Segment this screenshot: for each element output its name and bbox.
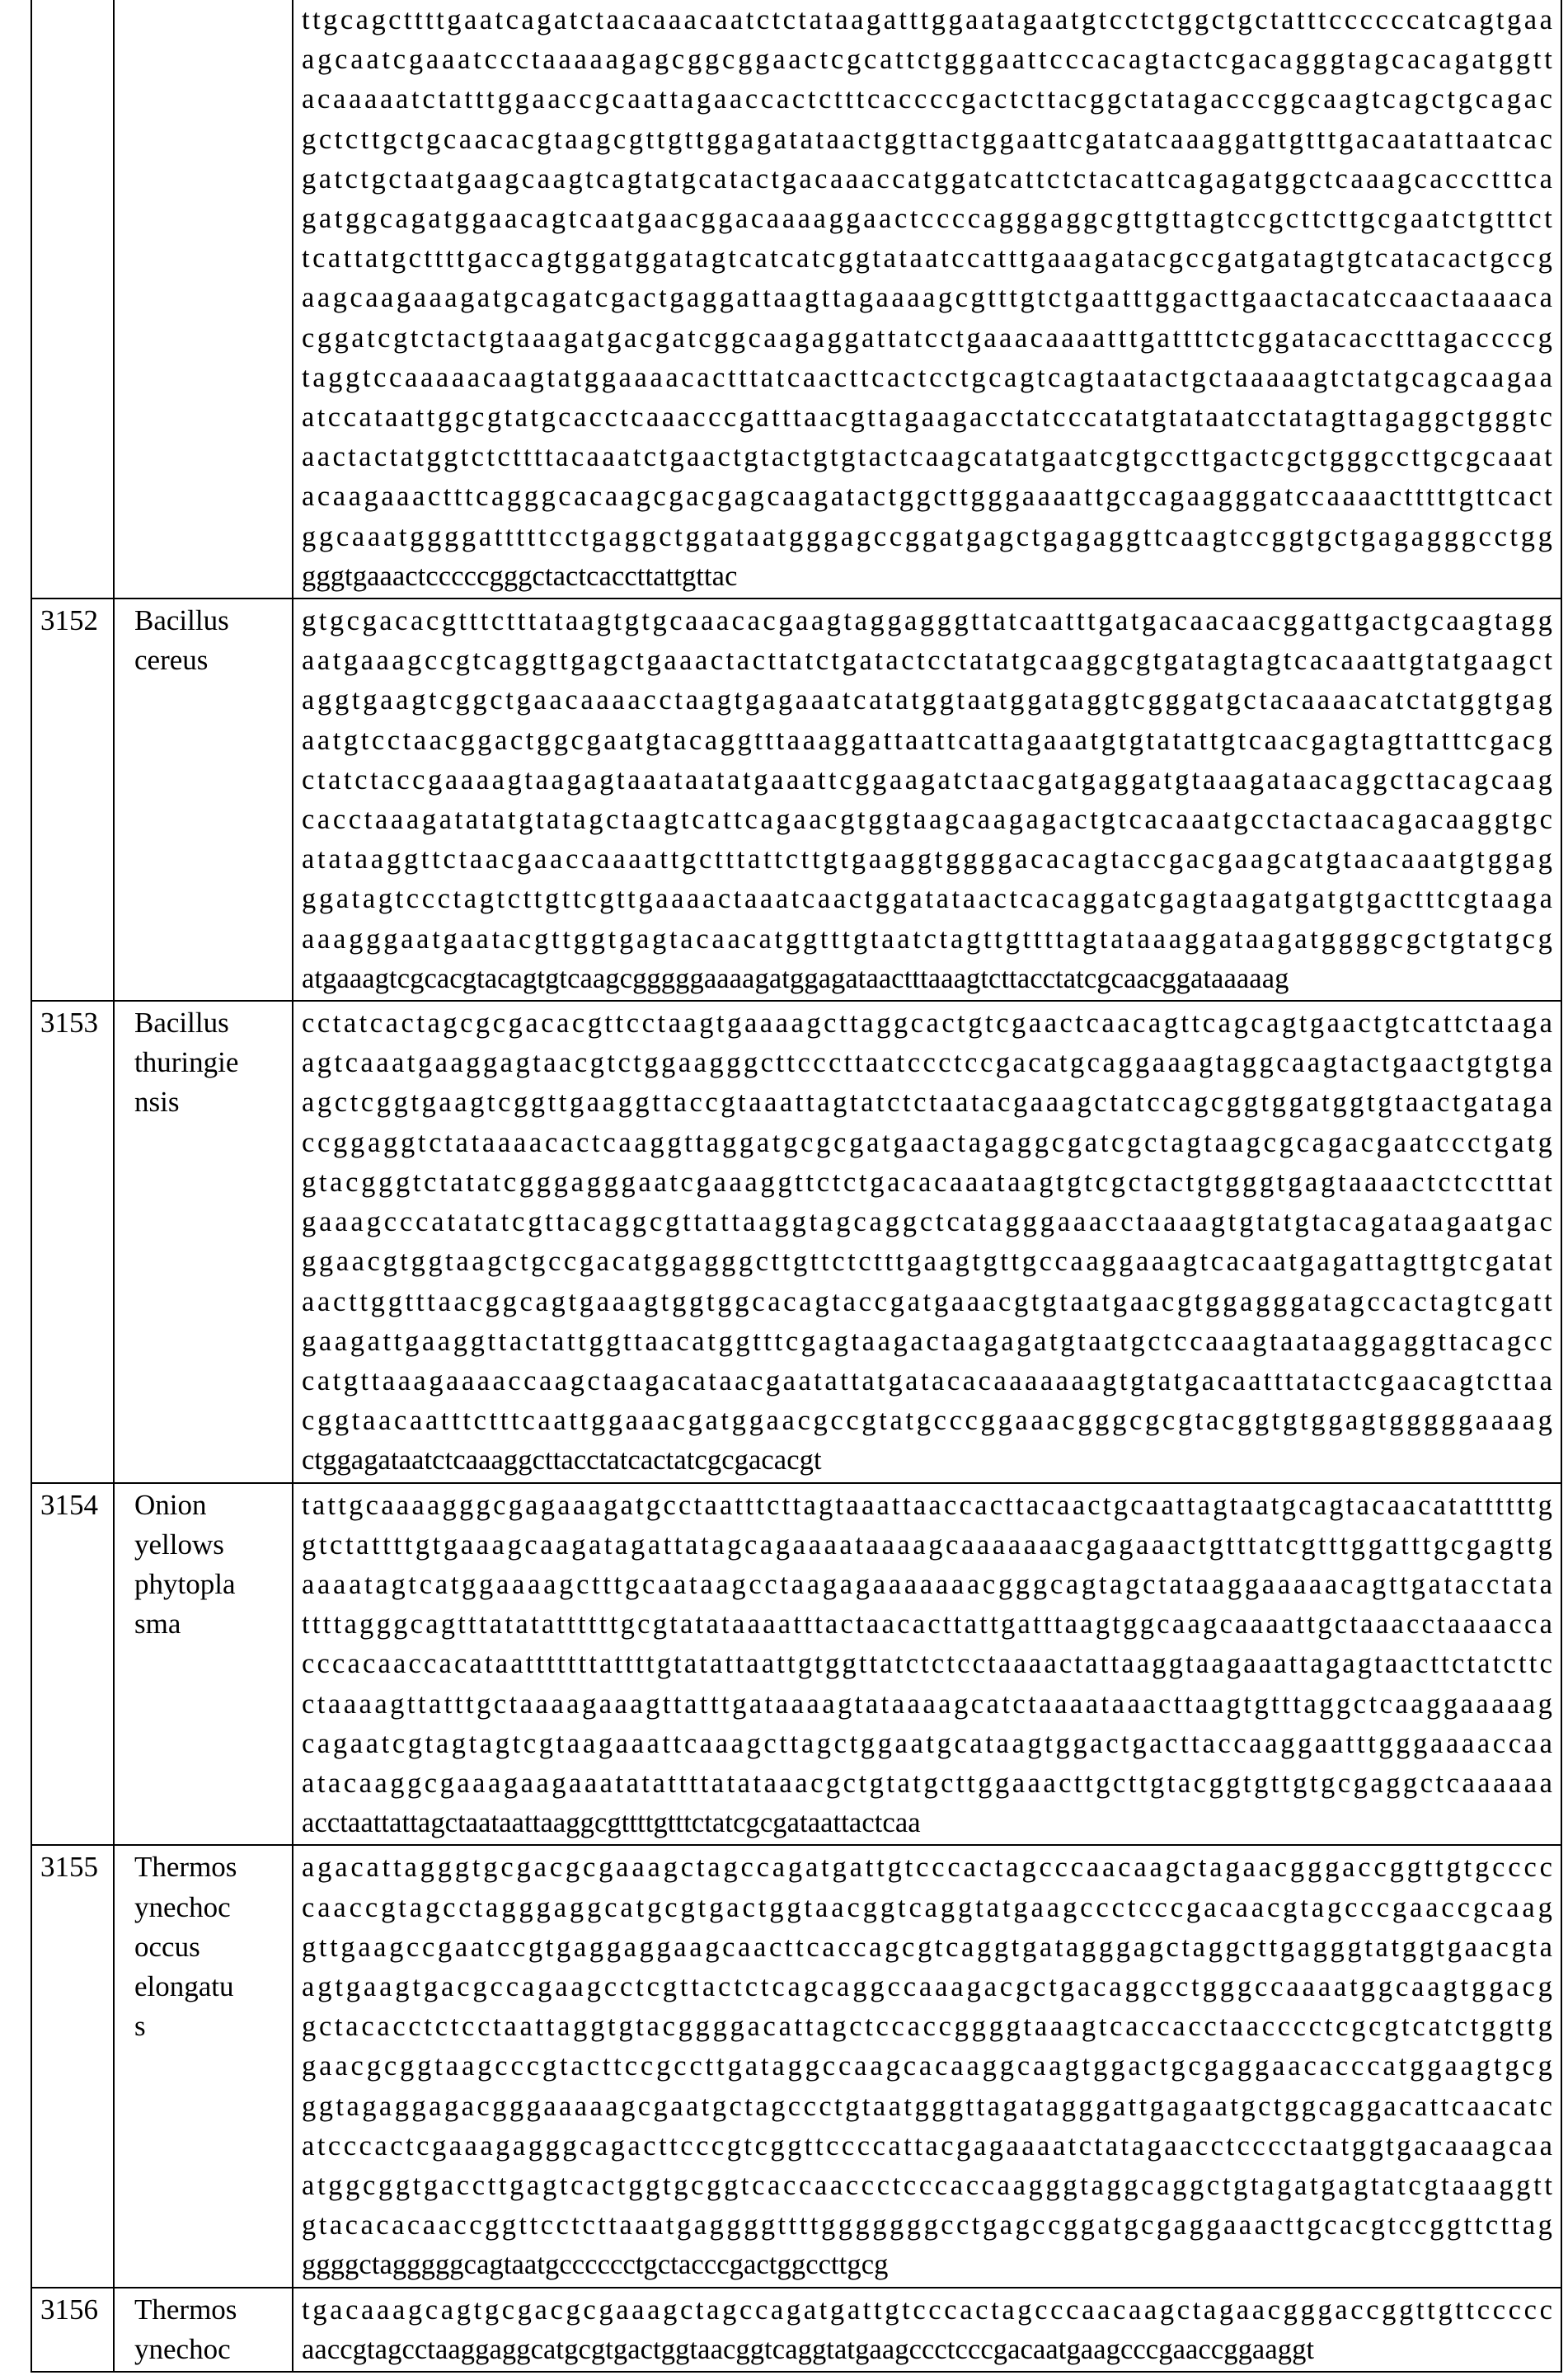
organism-name-line: Bacillus [134, 1003, 292, 1043]
nucleotide-sequence [293, 1483, 1561, 1846]
sequence-line: atccataattggcgtatgcacctcaaacccgatttaacgttagaagacctatcccatatgtataatcctatagttagaggctgggtc [302, 397, 1552, 437]
sequence-line: ctaaaagttatttgctaaaagaaagttatttgataaaagtataaaagcatctaaaataaacttaagtgtttaggctcaaggaaaaag [302, 1684, 1552, 1724]
organism-name-line: elongatu [134, 1967, 292, 2007]
sequence-line: gttgaagccgaatccgtgaggaggaagcaacttcaccagcgtcaggtgatagggagctaggcttgagggtatggtgaacgta [302, 1927, 1552, 1967]
sequence-line: atacaaggcgaaagaagaaatatattttatataaacgctgtatgcttggaaacttgcttgtacggtgttgtgcgaggctcaaaaaa [302, 1763, 1552, 1803]
sequence-line: agtcaaatgaaggagtaacgtctggaagggcttcccttaatccctccgacatgcaggaaagtaggcaagtactgaactgtgtga [302, 1043, 1552, 1082]
sequence-table-body [31, 0, 1561, 2372]
sequence-id [31, 0, 114, 599]
organism-name [114, 2288, 293, 2372]
sequence-id: 3153 [31, 1001, 114, 1482]
sequence-line: aacttggtttaacggcagtgaaagtggtggcacagtaccgatgaaacgtgtaatgaacgtggagggatagccactagtcgatt [302, 1282, 1552, 1321]
sequence-id: 3154 [31, 1483, 114, 1846]
sequence-line: acctaattattagctaataattaaggcgttttgtttctatcgcgataattactcaa [302, 1803, 1552, 1843]
sequence-line: aaaatagtcatggaaaagctttgcaataagcctaagagaaaaaaacgggcagtagctataaggaaaaacagttgatacctata [302, 1565, 1552, 1604]
sequence-line: atggcggtgaccttgagtcactggtgcggtcaccaaccctcccaccaagggtaggcaggctgtagatgagtatcgtaaaggtt [302, 2166, 1552, 2205]
sequence-line: atataaggttctaacgaaccaaaattgctttattcttgtgaaggtggggacacagtaccgacgaagcatgtaacaaatgtggag [302, 839, 1552, 879]
sequence-line: aggtgaagtcggctgaacaaaacctaagtgagaaatcatatggtaatggataggtcgggatgctacaaaacatctatggtgag [302, 680, 1552, 720]
nucleotide-sequence [293, 1001, 1561, 1482]
table-row [31, 599, 1561, 1001]
organism-name [114, 599, 293, 1001]
sequence-line: cacctaaagatatatgtatagctaagtcattcagaacgtggtaagcaagagactgtcacaaatgcctactaacagacaaggtgc [302, 800, 1552, 839]
sequence-line: gtgcgacacgtttctttataagtgtgcaaacacgaagtaggagggttatcaatttgatgacaacaacggattgactgcaagtagg [302, 601, 1552, 641]
sequence-line: gatggcagatggaacagtcaatgaacggacaaaaggaactccccagggaggcgttgttagtccgcttcttgcgaatctgtttct [302, 199, 1552, 238]
sequence-line: ctggagataatctcaaaggcttacctatcactatcgcgacacgt [302, 1440, 1552, 1480]
sequence-line: gctacacctctcctaattaggtgtacggggacattagctccaccggggtaaagtcaccacctaacccctcgcgtcatctggttg [302, 2007, 1552, 2046]
organism-name-line: Bacillus [134, 601, 292, 641]
sequence-line: ggtagaggagacgggaaaaagcgaatgctagccctgtaatgggttagatagggattgagaatgctggcaggacattcaacatc [302, 2087, 1552, 2126]
sequence-line: aatgtcctaacggactggcgaatgtacaggtttaaaggattaattcattagaaatgtgtatattgtcaacgagtagttatttcgacg [302, 721, 1552, 760]
sequence-line: ggatagtccctagtcttgttcgttgaaaactaaatcaactggatataactcacaggatcgagtaagatgatgtgactttcgtaaga [302, 879, 1552, 918]
organism-name-line: cereus [134, 641, 292, 680]
organism-name-line: ynechoc [134, 1888, 292, 1927]
sequence-id: 3155 [31, 1845, 114, 2287]
table-row [31, 2288, 1561, 2372]
nucleotide-sequence [293, 2288, 1561, 2372]
sequence-line: ggggctagggggcagtaatgcccccctgctacccgactggccttgcg [302, 2245, 1552, 2284]
organism-name [114, 1001, 293, 1482]
table-row [31, 0, 1561, 599]
sequence-line: gtctattttgtgaaagcaagatagattatagcagaaaataaaagcaaaaaaacgagaaactgtttatcgtttggatttgcgagttg [302, 1525, 1552, 1565]
sequence-line: ttttagggcagtttatatattttttgcgtatataaaatttactaacacttattgatttaagtggcaagcaaaattgctaaacctaaaacca [302, 1604, 1552, 1644]
nucleotide-sequence [293, 599, 1561, 1001]
sequence-line: gaaagcccatatatcgttacaggcgttattaaggtagcaggctcatagggaaacctaaaagtgtatgtacagataagaatgac [302, 1202, 1552, 1242]
sequence-line: gggtgaaactcccccgggctactcaccttattgttac [302, 556, 1552, 596]
sequence-line: gctcttgctgcaacacgtaagcgttgttggagatataactggttactggaattcgatatcaaaggattgtttgacaatattaatcac [302, 120, 1552, 159]
sequence-line: gtacacacaaccggttcctcttaaatgaggggttttgggggggcctgagccggatgcgaggaaacttgcacgtccggttcttag [302, 2205, 1552, 2245]
sequence-line: ttgcagcttttgaatcagatctaacaaacaatctctataagatttggaatagaatgtcctctggctgctatttccccccatcagtgaa [302, 0, 1552, 40]
sequence-line: aagcaagaaagatgcagatcgactgaggattaagttagaaaagcgtttgtctgaatttggacttgaactacatccaactaaaaca [302, 278, 1552, 317]
organism-name-line: occus [134, 1927, 292, 1967]
sequence-line: tcattatgcttttgaccagtggatggatagtcatcatcggtataatccatttgaaagatacgccgatgatagtgtcatacactgccg [302, 238, 1552, 278]
sequence-line: aaagggaatgaatacgttggtgagtacaacatggtttgtaatctagttgttttagtataaaggataagatggggcgctgtatgcg [302, 919, 1552, 959]
sequence-line: cctatcactagcgcgacacgttcctaagtgaaaagcttaggcactgtcgaactcaacagttcagcagtgaactgtcattctaaga [302, 1003, 1552, 1043]
organism-name-line: nsis [134, 1082, 292, 1122]
organism-name [114, 1845, 293, 2287]
organism-name-line: sma [134, 1604, 292, 1644]
sequence-line: gaagattgaaggttactattggttaacatggtttcgagtaagactaagagatgtaatgctccaaagtaataaggaggttacagcc [302, 1321, 1552, 1361]
sequence-line: ggcaaatggggatttttcctgaggctggataatgggagccggatgagctgagaggttcaagtccggtgctgagagggcctgg [302, 517, 1552, 556]
organism-name-line: phytopla [134, 1565, 292, 1604]
sequence-line: agtgaagtgacgccagaagcctcgttactctcagcaggccaaagacgctgacaggcctgggccaaaatggcaagtggacg [302, 1967, 1552, 2007]
sequence-line: cggatcgtctactgtaaagatgacgatcggcaagaggattatcctgaaacaaaatttgattttctcggatacacctttagaccccg [302, 318, 1552, 358]
sequence-line: caaccgtagcctagggaggcatgcgtgactggtaacggtcaggtatgaagccctcccgacaacgtagcccgaaccgcaag [302, 1888, 1552, 1927]
sequence-line: agcaatcgaaatccctaaaaagagcggcggaactcgcattctgggaattcccacagtactcgacagggtagcacagatggtt [302, 40, 1552, 79]
sequence-line: cccacaaccacataatttttttattttgtatattaattgtggttatctctcctaaaactattaaggtaagaaattagagtaacttctatcttc [302, 1644, 1552, 1683]
organism-name [114, 0, 293, 599]
table-row [31, 1483, 1561, 1846]
table-row [31, 1845, 1561, 2287]
organism-name-line: thuringie [134, 1043, 292, 1082]
sequence-line: tgacaaagcagtgcgacgcgaaagctagccagatgattgtcccactagcccaacaagctagaacgggaccggttgttccccc [302, 2290, 1552, 2330]
sequence-line: aactactatggtctcttttacaaatctgaactgtactgtgtactcaagcatatgaatcgtgccttgactcgctgggccttgcgcaaat [302, 437, 1552, 476]
organism-name-line: Thermos [134, 2290, 292, 2330]
organism-name [114, 1483, 293, 1846]
nucleotide-sequence [293, 1845, 1561, 2287]
sequence-line: aaccgtagcctaaggaggcatgcgtgactggtaacggtcaggtatgaagccctcccgacaatgaagcccgaaccggaaggt [302, 2330, 1552, 2369]
organism-name-line: ynechoc [134, 2330, 292, 2369]
sequence-line: acaaaaatctatttggaaccgcaattagaaccactctttcaccccgactcttacggctatagacccggcaagtcagctgcagac [302, 79, 1552, 119]
sequence-line: aatgaaagccgtcaggttgagctgaaactacttatctgatactcctatatgcaaggcgtgatagtagtcacaaattgtatgaagct [302, 641, 1552, 680]
organism-name-line: yellows [134, 1525, 292, 1565]
sequence-line: acaagaaactttcagggcacaagcgacgagcaagatactggcttgggaaaattgccagaagggatccaaaactttttgttcact [302, 476, 1552, 516]
sequence-line: catgttaaagaaaaccaagctaagacataacgaatattatgatacacaaaaaaagtgtatgacaatttatactcgaacagtcttaa [302, 1361, 1552, 1401]
table-row [31, 1001, 1561, 1482]
organism-name-line: s [134, 2007, 292, 2046]
sequence-line: ctatctaccgaaaagtaagagtaaataatatgaaattcggaagatctaacgatgaggatgtaaagataacaggcttacagcaag [302, 760, 1552, 800]
sequence-line: gtacgggtctatatcgggagggaatcgaaaggttctctgacacaaataagtgtcgctactgtgggtgagtaaaactctcctttat [302, 1162, 1552, 1202]
sequence-line: atgaaagtcgcacgtacagtgtcaagcgggggaaaagatggagataactttaaagtcttacctatcgcaacggataaaaag [302, 959, 1552, 998]
sequence-table [31, 0, 1562, 2373]
sequence-line: ccggaggtctataaaacactcaaggttaggatgcgcgatgaactagaggcgatcgctagtaagcgcagacgaatccctgatg [302, 1123, 1552, 1162]
organism-name-line: Onion [134, 1486, 292, 1525]
sequence-line: cagaatcgtagtagtcgtaagaaattcaaagcttagctggaatgcataagtggactgacttaccaaggaatttgggaaaaccaa [302, 1724, 1552, 1763]
sequence-line: tattgcaaaagggcgagaaagatgcctaatttcttagtaaattaaccacttacaactgcaattagtaatgcagtacaacatattttttg [302, 1486, 1552, 1525]
sequence-id: 3152 [31, 599, 114, 1001]
sequence-line: taggtccaaaaacaagtatggaaaacactttatcaacttcactcctgcagtcagtaatactgctaaaaagtctatgcagcaagaa [302, 358, 1552, 397]
sequence-line: cggtaacaatttctttcaattggaaacgatggaacgccgtatgcccggaaacgggcgcgtacggtgtggagtgggggaaaag [302, 1401, 1552, 1440]
sequence-line: gaacgcggtaagcccgtacttccgccttgataggccaagcacaaggcaagtggactgcgaggaacacccatggaagtgcg [302, 2046, 1552, 2086]
organism-name-line: Thermos [134, 1847, 292, 1887]
sequence-line: ggaacgtggtaagctgccgacatggagggcttgttctctttgaagtgttgccaaggaaagtcacaatgagattagttgtcgatat [302, 1242, 1552, 1281]
sequence-line: agacattagggtgcgacgcgaaagctagccagatgattgtcccactagcccaacaagctagaacgggaccggttgtgcccc [302, 1847, 1552, 1887]
nucleotide-sequence [293, 0, 1561, 599]
sequence-line: atcccactcgaaagagggcagacttcccgtcggttccccattacgagaaaatctatagaacctcccctaatggtgacaaagcaa [302, 2126, 1552, 2166]
sequence-line: gatctgctaatgaagcaagtcagtatgcatactgacaaaccatggatcattctctacattcagagatggctcaaagcaccctttca [302, 159, 1552, 199]
sequence-line: agctcggtgaagtcggttgaaggttaccgtaaattagtatctctaatacgaaagctatccagcggtggatggtgtaactgataga [302, 1082, 1552, 1122]
sequence-id: 3156 [31, 2288, 114, 2372]
